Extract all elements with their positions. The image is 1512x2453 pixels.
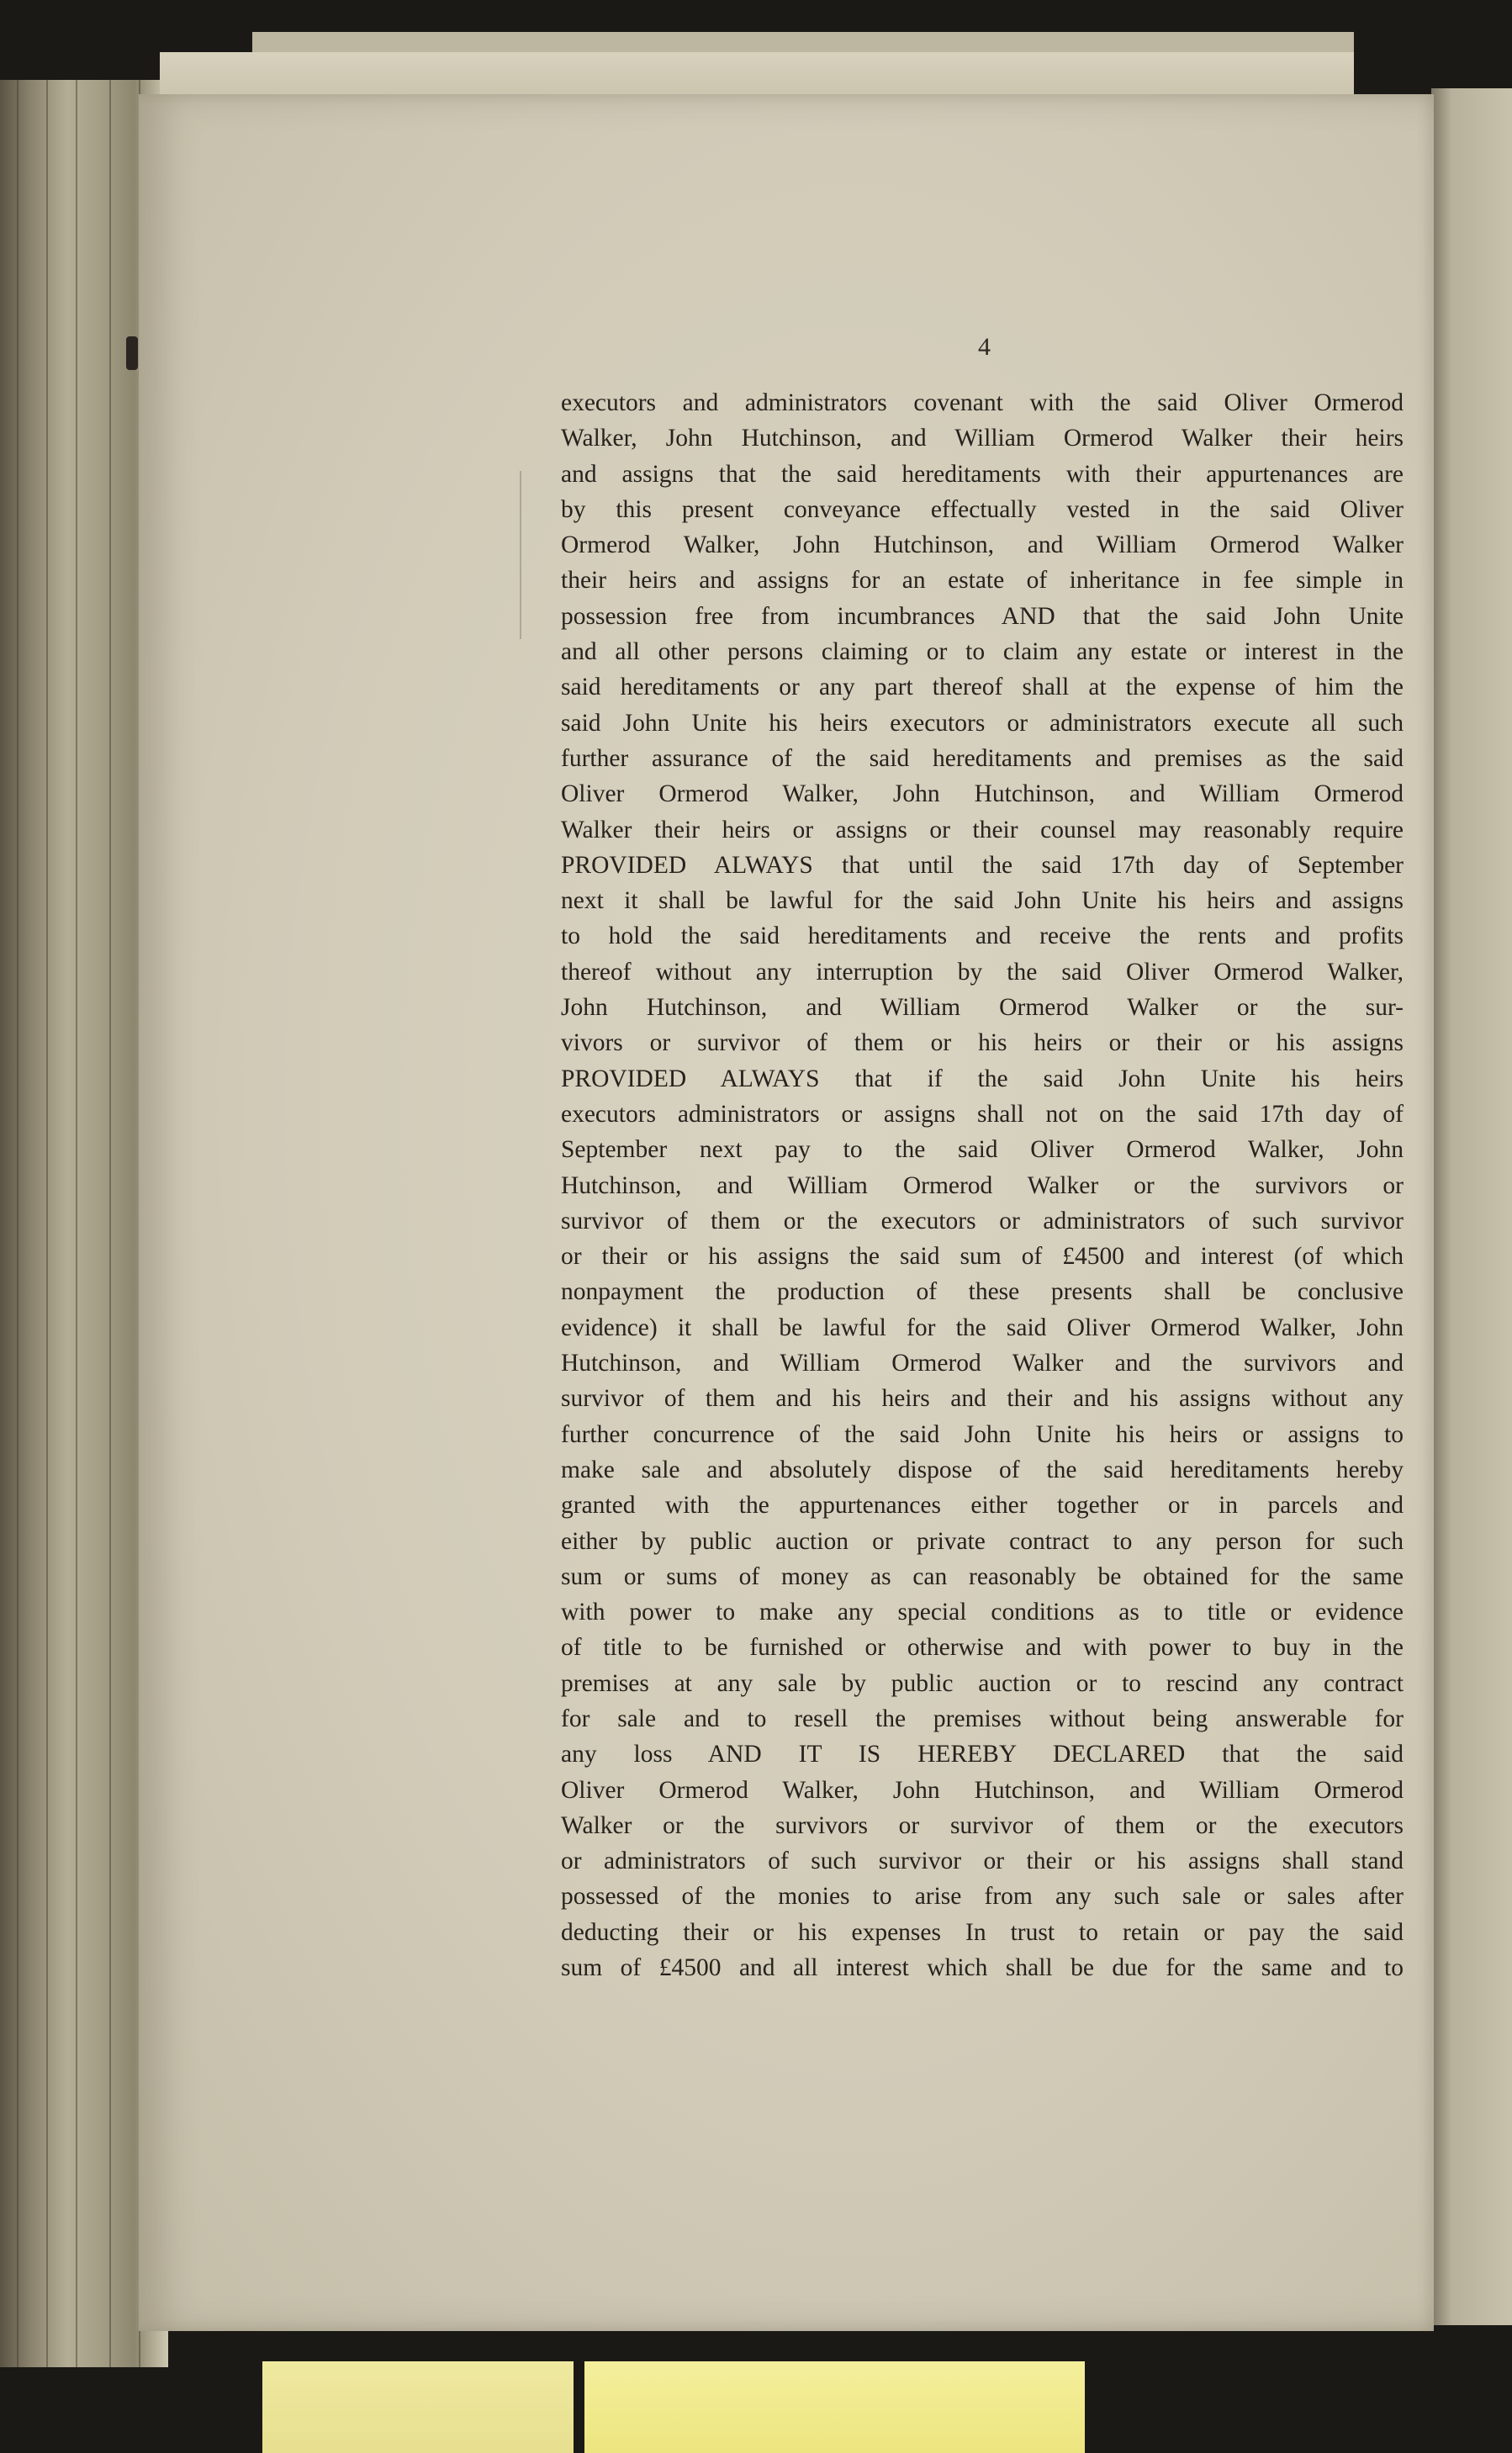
page-number: 4 <box>978 333 991 361</box>
text-line: executors administrators or assigns shall not on the said 17th day of <box>561 1100 1404 1128</box>
text-line: for sale and to resell the premises without being answerable for <box>561 1705 1404 1732</box>
page-edge <box>46 80 48 2367</box>
text-line: possession free from incumbrances AND that the said John Unite <box>561 602 1404 630</box>
text-line: possessed of the monies to arise from any such sale or sales after <box>561 1883 1404 1911</box>
bookmark-tab-left <box>262 2361 574 2453</box>
text-line: to hold the said hereditaments and receive the rents and profits <box>561 923 1404 950</box>
text-line: any loss AND IT IS HEREBY DECLARED that the said <box>561 1741 1404 1768</box>
text-line: and assigns that the said hereditaments with their appurtenances are <box>561 460 1404 488</box>
text-line: Hutchinson, and William Ormerod Walker and the survivors and <box>561 1350 1404 1377</box>
text-line: next it shall be lawful for the said John Unite his heirs and assigns <box>561 887 1404 915</box>
text-line: said John Unite his heirs executors or administrators execute all such <box>561 709 1404 737</box>
text-line: said hereditaments or any part thereof shall at the expense of him the <box>561 674 1404 701</box>
text-line: vivors or survivor of them or his heirs or their or his assigns <box>561 1029 1404 1057</box>
page-body-text <box>561 385 1404 1985</box>
text-line: or their or his assigns the said sum of £4500 and interest (of which <box>561 1243 1404 1271</box>
text-line: Walker their heirs or assigns or their counsel may reasonably require <box>561 816 1404 843</box>
text-line: Oliver Ormerod Walker, John Hutchinson, and William Ormerod <box>561 1776 1404 1804</box>
book-right-page-edge <box>1431 88 1512 2325</box>
text-line: Hutchinson, and William Ormerod Walker or the survivors or <box>561 1171 1404 1199</box>
text-line: further assurance of the said hereditaments and premises as the said <box>561 744 1404 772</box>
text-line: deducting their or his expenses In trust to retain or pay the said <box>561 1918 1404 1946</box>
page-edge <box>109 80 111 2367</box>
text-line: of title to be furnished or otherwise and with power to buy in the <box>561 1634 1404 1662</box>
text-line: Ormerod Walker, John Hutchinson, and William Ormerod Walker <box>561 531 1404 559</box>
text-line: granted with the appurtenances either together or in parcels and <box>561 1492 1404 1520</box>
text-line: John Hutchinson, and William Ormerod Walker or the sur- <box>561 994 1404 1022</box>
text-line: and all other persons claiming or to claim any estate or interest in the <box>561 638 1404 666</box>
margin-pencil-mark <box>520 471 521 639</box>
text-line: survivor of them or the executors or administrators of such survivor <box>561 1207 1404 1234</box>
text-line: by this present conveyance effectually vested in the said Oliver <box>561 495 1404 523</box>
binding-hole <box>126 336 138 370</box>
text-line: Oliver Ormerod Walker, John Hutchinson, and William Ormerod <box>561 780 1404 808</box>
text-line: Walker, John Hutchinson, and William Ormerod Walker their heirs <box>561 425 1404 452</box>
text-line: either by public auction or private contract to any person for such <box>561 1527 1404 1555</box>
page-edge <box>76 80 77 2367</box>
text-line: or administrators of such survivor or their or his assigns shall stand <box>561 1848 1404 1875</box>
text-line: PROVIDED ALWAYS that if the said John Unite his heirs <box>561 1065 1404 1092</box>
text-line: nonpayment the production of these presents shall be conclusive <box>561 1278 1404 1306</box>
text-line: PROVIDED ALWAYS that until the said 17th day of September <box>561 851 1404 879</box>
bookmark-tab-right <box>584 2361 1085 2453</box>
text-line: make sale and absolutely dispose of the said hereditaments hereby <box>561 1456 1404 1483</box>
text-line: Walker or the survivors or survivor of them or the executors <box>561 1811 1404 1839</box>
text-line: with power to make any special conditions as to title or evidence <box>561 1599 1404 1626</box>
text-line: their heirs and assigns for an estate of inheritance in fee simple in <box>561 567 1404 595</box>
text-line: premises at any sale by public auction or to rescind any contract <box>561 1669 1404 1697</box>
text-line: sum of £4500 and all interest which shall be due for the same and to <box>561 1954 1404 1982</box>
page-edge <box>17 80 19 2367</box>
text-line: September next pay to the said Oliver Ormerod Walker, John <box>561 1136 1404 1164</box>
text-line: survivor of them and his heirs and their and his assigns without any <box>561 1385 1404 1413</box>
text-line: evidence) it shall be lawful for the said Oliver Ormerod Walker, John <box>561 1314 1404 1341</box>
text-line: sum or sums of money as can reasonably be obtained for the same <box>561 1562 1404 1590</box>
text-line: executors and administrators covenant with the said Oliver Ormerod <box>561 389 1404 416</box>
text-line: thereof without any interruption by the said Oliver Ormerod Walker, <box>561 958 1404 986</box>
text-line: further concurrence of the said John Unite his heirs or assigns to <box>561 1420 1404 1448</box>
